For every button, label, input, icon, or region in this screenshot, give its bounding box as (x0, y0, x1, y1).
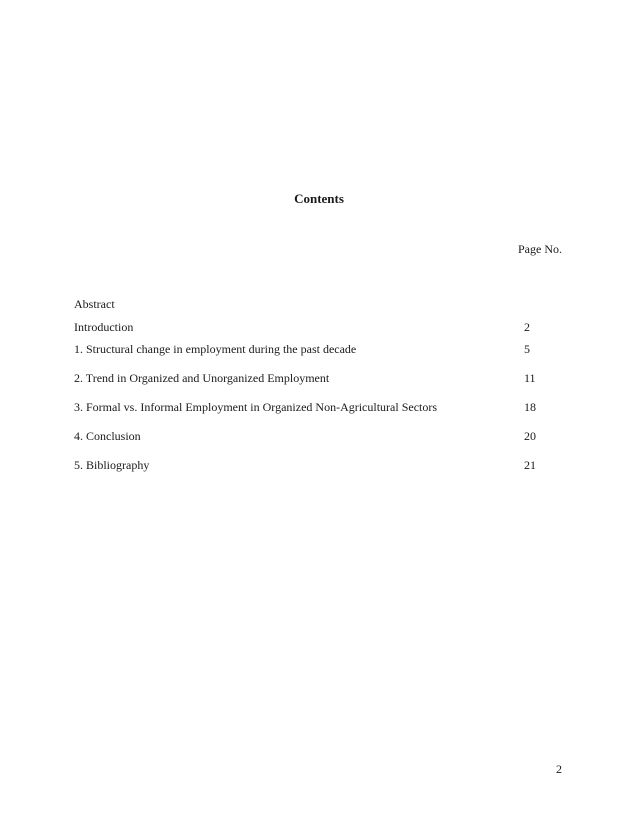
toc-entry-label: Abstract (74, 297, 115, 311)
toc-entry-page: 2 (524, 320, 530, 334)
toc-entry-conclusion (74, 429, 564, 444)
toc-entry-page: 5 (524, 342, 530, 356)
toc-entry-label: 2. Trend in Organized and Unorganized Employment (74, 371, 330, 385)
toc-entry-label: 3. Formal vs. Informal Employment in Organized Non-Agricultural Sectors (74, 400, 438, 414)
toc-entry-page: 20 (524, 429, 536, 443)
toc-entry-trend (74, 371, 564, 386)
page-number-column-header: Page No. (518, 242, 562, 256)
toc-entry-page: 18 (524, 400, 536, 414)
contents-title: Contents (294, 191, 344, 206)
toc-entry-structural-change (74, 342, 564, 357)
footer-page-number: 2 (556, 762, 562, 776)
toc-entry-abstract (74, 297, 564, 312)
toc-entry-introduction (74, 320, 564, 335)
toc-entry-formal-vs-informal (74, 400, 564, 415)
toc-entry-label: 4. Conclusion (74, 429, 141, 443)
toc-entry-bibliography (74, 458, 564, 473)
toc-entry-label: Introduction (74, 320, 134, 334)
toc-entry-page: 11 (524, 371, 536, 385)
toc-entry-label: 1. Structural change in employment during the past decade (74, 342, 357, 356)
toc-entry-page: 21 (524, 458, 536, 472)
toc-entry-label: 5. Bibliography (74, 458, 150, 472)
